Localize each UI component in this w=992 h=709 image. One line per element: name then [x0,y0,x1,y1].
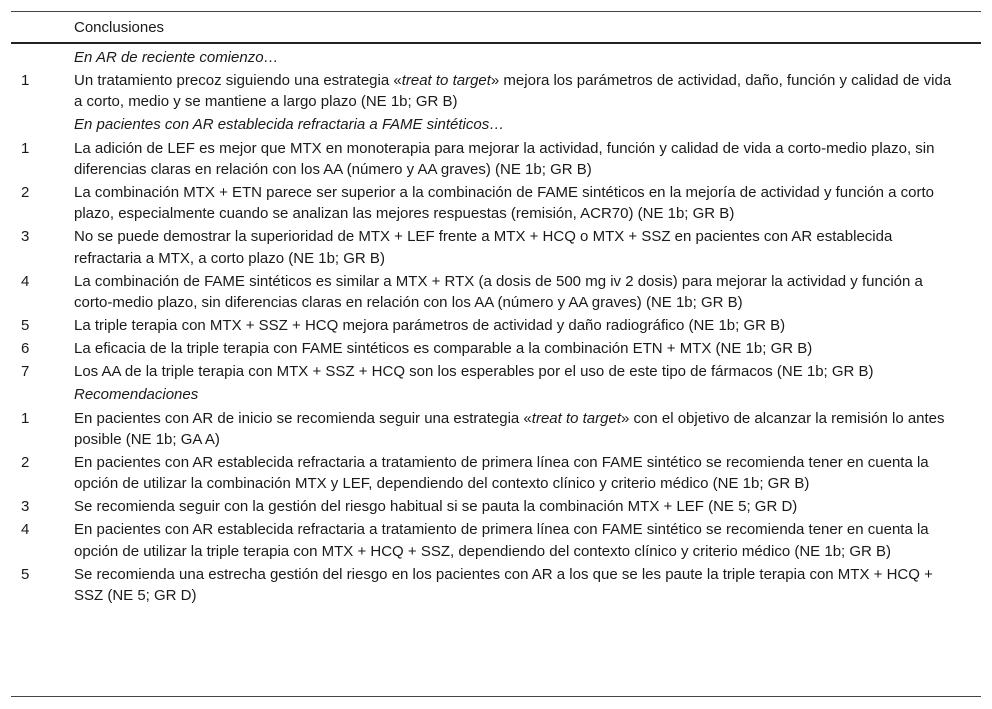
table-header [11,12,981,44]
row-text: La combinación MTX + ETN parece ser superior a la combinación de FAME sintéticos en la mejoría de actividad y función a corto plazo, especialmente cuando se analizan las mejores respuestas (remisión, ACR70) (NE 1b; GR B) [74,183,935,223]
table-row [11,496,981,517]
row-number [11,384,74,405]
section-heading: Recomendaciones [74,386,199,404]
row-number: 2 [21,183,30,201]
section-heading: En pacientes con AR establecida refractaria a FAME sintéticos… [74,116,505,134]
row-number: 7 [21,363,30,381]
table-row [11,138,981,181]
table-row [11,361,981,382]
row-number: 4 [21,272,30,290]
row-number: 5 [21,317,30,335]
row-text: Los AA de la triple terapia con MTX + SSZ + HCQ son los esperables por el uso de este tipo de fármacos (NE 1b; GR B) [74,363,874,381]
table-row [11,408,981,451]
row-number: 3 [21,228,30,246]
table-row [11,452,981,495]
row-number: 4 [21,521,30,539]
row-number: 1 [21,409,30,427]
row-text: Se recomienda seguir con la gestión del riesgo habitual si se pauta la combinación MTX + LEF (NE 5; GR D) [74,498,798,516]
table-row [11,271,981,314]
row-text: Un tratamiento precoz siguiendo una estrategia «treat to target» mejora los parámetros de actividad, daño, función y calidad de vida a corto, medio y se mantiene a largo plazo (NE 1b; GR B) [74,72,952,111]
italic-phrase: treat to target [531,409,621,427]
row-text: La eficacia de la triple terapia con FAME sintéticos es comparable a la combinación ETN + MTX (NE 1b; GR B) [74,340,813,358]
table-row [11,519,981,562]
row-number: 2 [21,453,30,471]
row-text: Se recomienda una estrecha gestión del riesgo en los pacientes con AR a los que se les paute la triple terapia con MTX + HCQ + SSZ (NE 5; GR D) [74,565,933,605]
row-text: La combinación de FAME sintéticos es similar a MTX + RTX (a dosis de 500 mg iv 2 dosis) para mejorar la actividad y función a corto-medio plazo, sin diferencias claras en relación con los AA (número y AA graves) (NE 1b; GR B) [74,272,923,312]
section-heading-row [11,114,981,135]
row-number [11,114,74,135]
row-number [11,47,74,68]
row-text: La triple terapia con MTX + SSZ + HCQ mejora parámetros de actividad y daño radiográfico (NE 1b; GR B) [74,317,786,335]
row-text: La adición de LEF es mejor que MTX en monoterapia para mejorar la actividad, función y calidad de vida a corto-medio plazo, sin diferencias claras en relación con los AA (número y AA graves) (NE 1b; GR B) [74,139,935,178]
header-title: Conclusiones [74,18,165,36]
italic-phrase: treat to target [401,72,491,90]
section-heading-row [11,384,981,405]
row-number: 5 [21,565,30,583]
row-text: No se puede demostrar la superioridad de MTX + LEF frente a MTX + HCQ o MTX + SSZ en pacientes con AR establecida refractaria a MTX, a corto plazo (NE 1b; GR B) [74,228,893,267]
table-row [11,182,981,225]
row-number: 1 [21,72,30,90]
row-text: En pacientes con AR establecida refractaria a tratamiento de primera línea con FAME sintético se recomienda tener en cuenta la opción de utilizar la triple terapia con MTX + HCQ + SSZ, dependiendo del contexto clínico y criterio médico (NE 1b; GR B) [74,521,929,560]
table-row [11,70,981,113]
table-row [11,338,981,359]
row-number: 3 [21,498,30,516]
row-number: 1 [21,139,30,157]
row-number: 6 [21,340,30,358]
row-text: En pacientes con AR establecida refractaria a tratamiento de primera línea con FAME sintético se recomienda tener en cuenta la opción de utilizar la combinación MTX y LEF, dependiendo del contexto clínico y criterio médico (NE 1b; GR B) [74,453,929,493]
table-body [11,44,981,606]
table-row [11,315,981,336]
conclusions-table [11,11,981,697]
section-heading-row [11,47,981,68]
row-text: En pacientes con AR de inicio se recomienda seguir una estrategia «treat to target» con el objetivo de alcanzar la remisión lo antes posible (NE 1b; GA A) [74,409,945,448]
section-heading: En AR de reciente comienzo… [74,49,279,66]
table-row [11,226,981,269]
table-row [11,564,981,607]
